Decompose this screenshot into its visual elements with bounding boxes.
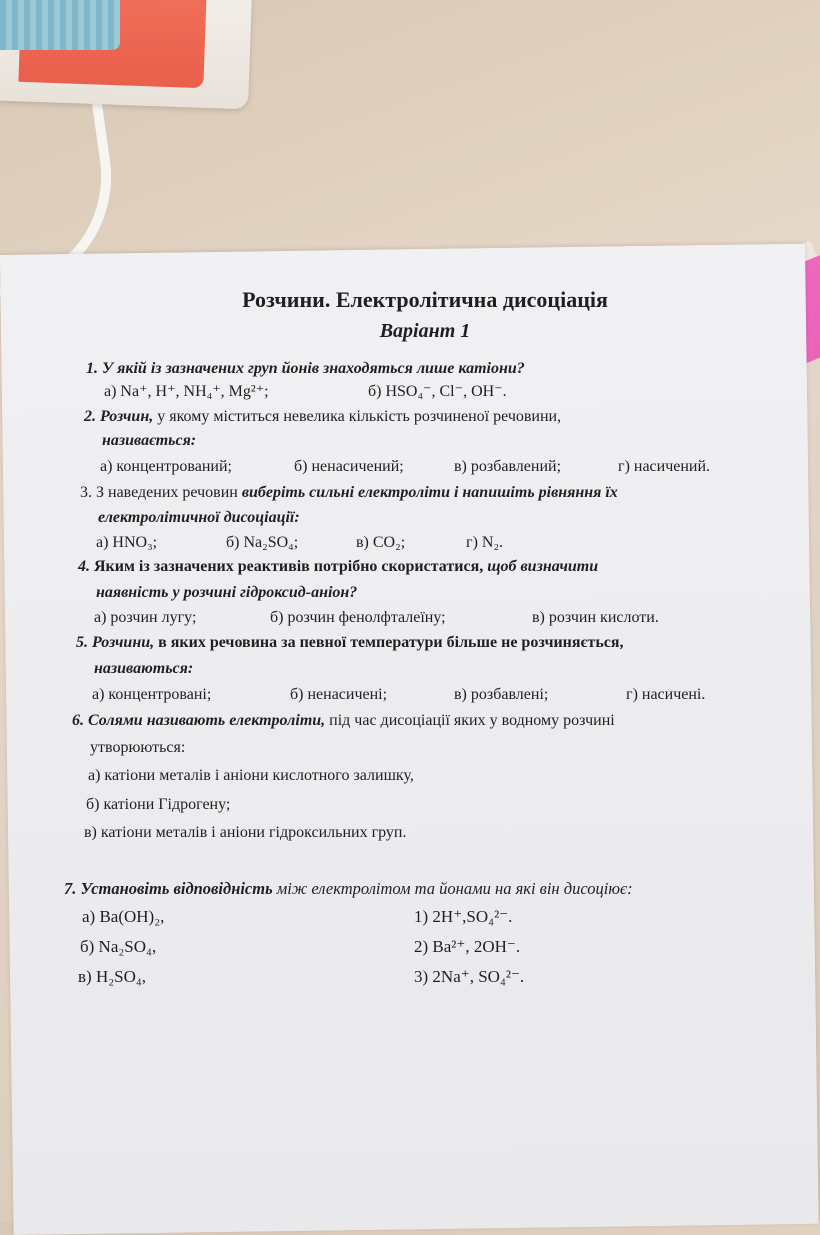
q3-option-d: г) N₂. <box>466 534 504 551</box>
q4-option-a: а) розчин лугу; <box>94 609 197 626</box>
q6-option-c: в) катіони металів і аніони гідроксильних груп. <box>84 824 407 841</box>
question-5-cont: називаються: <box>94 660 194 677</box>
question-6-cont: утворюються: <box>90 739 186 756</box>
q1-option-b: б) HSO₄⁻, Cl⁻, OH⁻. <box>368 383 507 400</box>
q7-right-2: 2) Ba²⁺, 2OH⁻. <box>414 937 521 956</box>
q6-option-a: а) катіони металів і аніони кислотного залишку, <box>88 767 414 784</box>
question-1: 1. У якій із зазначених груп йонів знаходяться лише катіони? <box>86 360 525 377</box>
q3-option-b: б) Na₂SO₄; <box>226 534 299 551</box>
q2-option-d: г) насичений. <box>618 458 711 475</box>
question-4-cont: наявність у розчині гідроксид-аніон? <box>96 584 358 601</box>
q3-option-a: а) HNO₃; <box>96 534 158 551</box>
q2-option-a: а) концентрований; <box>100 458 232 475</box>
q1-option-a: а) Na⁺, H⁺, NH₄⁺, Mg²⁺; <box>104 383 269 400</box>
q4-option-b: б) розчин фенолфталеїну; <box>270 609 446 626</box>
q5-option-c: в) розбавлені; <box>454 686 549 703</box>
question-2: 2. Розчин, у якому міститься невелика кількість розчиненої речовини, <box>84 408 562 425</box>
q2-option-c: в) розбавлений; <box>454 458 562 475</box>
question-3: 3. З наведених речовин виберіть сильні електроліти і напишіть рівняння їх <box>80 484 618 501</box>
q6-option-b: б) катіони Гідрогену; <box>86 796 231 813</box>
q7-right-3: 3) 2Na⁺, SO₄²⁻. <box>414 967 525 986</box>
q7-right-1: 1) 2H⁺,SO₄²⁻. <box>414 907 513 926</box>
variant-label: Варіант 1 <box>379 320 471 342</box>
q5-option-d: г) насичені. <box>626 686 706 703</box>
question-7: 7. Установіть відповідність між електролітом та йонами на які він дисоціює: <box>64 879 633 898</box>
q5-option-a: а) концентровані; <box>92 686 212 703</box>
q2-option-b: б) ненасичений; <box>294 458 404 475</box>
page-title: Розчини. Електролітична дисоціація <box>242 287 608 312</box>
question-2-cont: називається: <box>102 432 197 449</box>
question-3-cont: електролітичної дисоціації: <box>98 509 300 526</box>
q5-option-b: б) ненасичені; <box>290 686 388 703</box>
q7-left-a: а) Ba(OH)₂, <box>82 907 165 926</box>
q4-option-c: в) розчин кислоти. <box>532 609 659 626</box>
q7-left-b: б) Na₂SO₄, <box>80 937 157 956</box>
q3-option-c: в) CO₂; <box>356 534 406 551</box>
question-4: 4. Яким із зазначених реактивів потрібно скористатися, щоб визначити <box>78 558 599 575</box>
q7-left-c: в) H₂SO₄, <box>78 967 147 986</box>
question-5: 5. Розчини, в яких речовина за певної температури більше не розчиняється, <box>76 634 624 651</box>
question-6: 6. Солями називають електроліти, під час дисоціації яких у водному розчині <box>72 712 615 729</box>
